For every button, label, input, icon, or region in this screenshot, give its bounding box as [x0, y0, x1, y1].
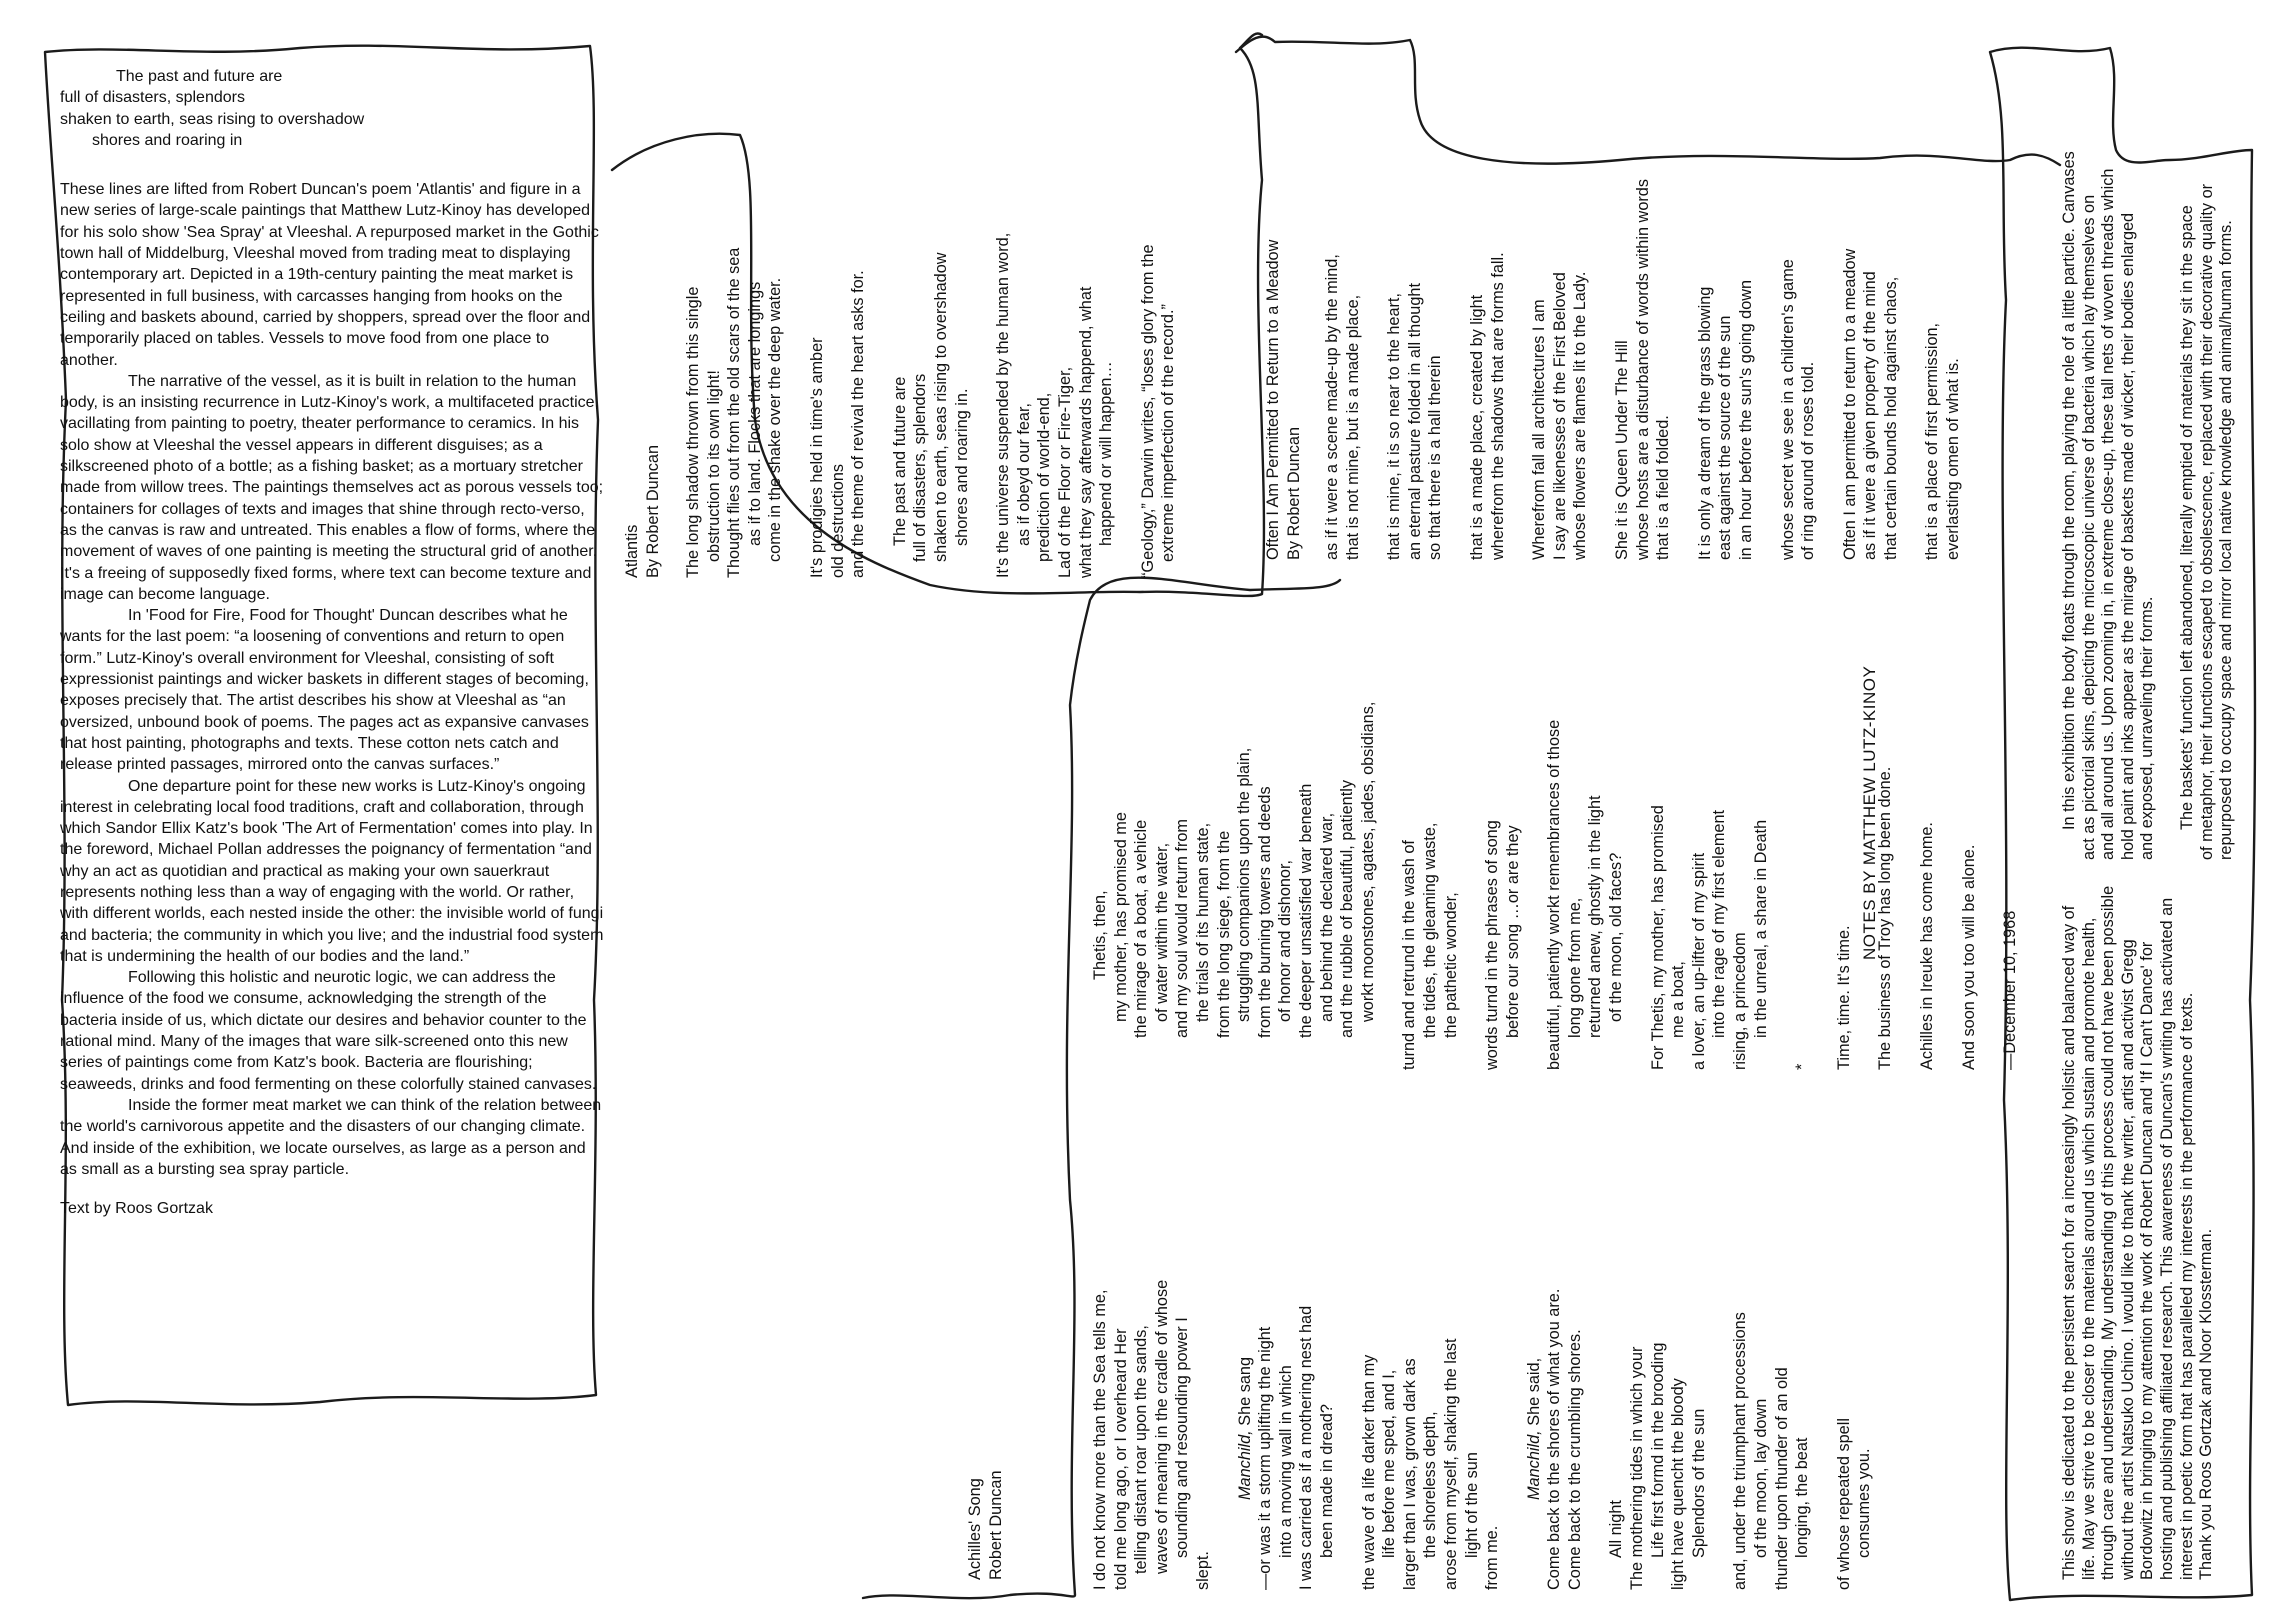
poem-title: Achilles' Song: [966, 1478, 984, 1580]
poem-line: that is mine, it is so near to the heart,: [1385, 293, 1404, 560]
poem-line: returned anew, ghostly in the light: [1586, 795, 1605, 1038]
poem-line: the shoreless depth,: [1421, 1411, 1440, 1558]
stanza: [1399, 702, 1461, 1070]
poem-line: Manchild, She sang: [1235, 1356, 1254, 1500]
poem-line: that is a field folded.: [1654, 415, 1673, 560]
achilles-part-b: [1090, 702, 2042, 1070]
poem-line: wherefrom the shadows that are forms fall.: [1488, 252, 1507, 560]
poem-line: my mother, has promised me: [1111, 812, 1130, 1022]
poem-line: arose from myself, shaking the last: [1441, 1338, 1460, 1590]
stanza: [1612, 179, 1674, 560]
poem-line: in an hour before the sun's going down: [1736, 279, 1755, 560]
poem-line: the wave of a life darker than my: [1359, 1354, 1378, 1590]
poem-line: Life first formd in the brooding: [1648, 1342, 1667, 1558]
poem-line: waves of meaning in the cradle of whose: [1152, 1279, 1171, 1574]
poem-line: of water within the water,: [1152, 842, 1171, 1022]
poem-line: the mirage of a boat, a vehicle: [1132, 819, 1151, 1038]
poem-line: the deeper unsatisfied war beneath: [1296, 783, 1315, 1038]
poem-line: Splendors of the sun: [1689, 1408, 1708, 1558]
poem-line: life before me sped, and I,: [1380, 1369, 1399, 1558]
poem-line: into a moving wall in which: [1276, 1365, 1295, 1558]
poem-line: of honor and dishonor,: [1276, 859, 1295, 1022]
poem-line: Thetis, then,: [1091, 890, 1109, 980]
poem-line: “Geology,” Darwin writes, “loses glory from the: [1138, 244, 1157, 578]
stanza: [2000, 702, 2021, 1070]
poem-line: Time, time. It's time.: [1834, 925, 1853, 1070]
poem-line: and the rubble of beautiful, patiently: [1338, 780, 1357, 1038]
meadow-heading: [1263, 240, 1304, 560]
poem-line: come in the shake over the deep water.: [766, 277, 785, 562]
poem-line: prediction of world-end,: [1035, 392, 1054, 562]
poem-line: consumes you.: [1855, 1448, 1874, 1558]
poem-line: of whose repeated spell: [1834, 1418, 1853, 1590]
poem-line: whose hosts are a disturbance of words within words: [1633, 179, 1652, 560]
poem-line: Often I am permitted to return to a meadow: [1840, 248, 1859, 560]
notes-line: hosting and publishing affiliated research. This awareness of Duncan's writing has activated an: [2157, 897, 2176, 1580]
notes-column-b: [2060, 151, 2237, 860]
poem-line: full of disasters, splendors: [911, 373, 930, 562]
poem-line: It's the universe suspended by the human word,: [994, 232, 1013, 578]
poem-line: so that there is a hall therein: [1426, 355, 1445, 560]
poem-line: whose flowers are flames lit to the Lady.: [1571, 271, 1590, 560]
stanza: [993, 233, 1117, 578]
stanza: [1322, 179, 1363, 560]
poem-line: Lad of the Floor or Fire-Tiger,: [1055, 366, 1074, 578]
poem-line: as if obeyd our fear,: [1014, 402, 1033, 546]
poem-line: I do not know more than the Sea tells me,: [1091, 1289, 1109, 1590]
poem-line: and behind the declared war,: [1317, 812, 1336, 1022]
poem-line: into the rage of my first element: [1710, 809, 1729, 1038]
atlantis-heading: [622, 445, 663, 578]
poem-line: Come back to the shores of what you are.: [1545, 1288, 1564, 1590]
stanza: [1359, 1090, 1503, 1590]
poem-line: extreme imperfection of the record.”: [1159, 304, 1178, 562]
poem-line: the pathetic wonder,: [1441, 892, 1460, 1038]
poem-line: The mothering tides in which your: [1628, 1346, 1647, 1590]
poem-line: that is a place of first permission,: [1923, 322, 1942, 560]
poem-line: told me long ago, or I overheard Her: [1111, 1328, 1130, 1590]
poem-line: words turnd in the phrases of song: [1483, 820, 1502, 1070]
poem-line: me a boat,: [1669, 961, 1688, 1038]
poem-line: I say are likenesses of the First Beloved: [1550, 272, 1569, 560]
poem-line: workt moonstones, agates, jades, obsidians,: [1358, 701, 1377, 1022]
poem-line: old destructions: [828, 463, 847, 578]
poem-line: before our song …or are they: [1503, 825, 1522, 1038]
stanza: [1695, 179, 1757, 560]
stanza: [1235, 1090, 1338, 1590]
poem-line: as if it were a given property of the mind: [1861, 271, 1880, 560]
stanza: [1090, 1090, 1214, 1590]
notes-heading: NOTES BY MATTHEW LUTZ-KINOY: [1860, 665, 1879, 960]
poem-line: what they say afterwards happend, what: [1076, 286, 1095, 578]
poem-line: For Thetis, my mother, has promised: [1648, 805, 1667, 1070]
poem-line: the trials of its human state,: [1193, 822, 1212, 1022]
poem-line: —or was it a storm uplifting the night: [1256, 1326, 1275, 1590]
poem-line: *: [1793, 1063, 1812, 1070]
poem-line: a lover, an up-lifter of my spirit: [1689, 852, 1708, 1070]
notes-line: without the artist Natsuko Uchino. I would like to thank the writer, artist and activist Gregg: [2118, 939, 2137, 1580]
poem-line: from me.: [1483, 1525, 1502, 1590]
poem-line: happend or will happen…: [1097, 361, 1116, 546]
stanza: [1730, 1090, 1812, 1590]
poem-line: And soon you too will be alone.: [1959, 844, 1978, 1070]
intro-paragraph: One departure point for these new works is Lutz-Kinoy's ongoing interest in celebrating local food traditions, craft and collaboration, through which Sandor Ellix Katz's book 'The Art of Fermentation' comes into play. In the foreword, Michael Pollan addresses the poignancy of fermentation “and why an act as quotidian and practical as making your own sauerkraut represents nothing less than a way of engaging with the world. Or rather, with different worlds, each nested inside the other: the invisible world of fungi and bacteria; the community in which you live; and the industrial food system that is undermining the health of our bodies and the land.”: [60, 777, 604, 965]
poem-line: light have quencht the bloody: [1669, 1378, 1688, 1590]
intro-paragraph: These lines are lifted from Robert Duncan's poem 'Atlantis' and figure in a new series of large-scale paintings that Matthew Lutz-Kinoy has developed for his solo show 'Sea Spray' at Vleeshal. A repurposed market in the Gothic town hall of Middelburg, Vleeshal moved from trading meat to displaying contemporary art. Depicted in a 19th-century painting the meat market is represented in full business, with carcasses hanging from hooks on the ceiling and baskets abound, carried by shoppers, spread over the floor and temporarily placed on tables. Vessels to move food from one place to another.: [60, 181, 599, 369]
achilles-part-a: [1090, 1090, 2042, 1590]
poem-line: as if to land. Flocks that are longings: [745, 281, 764, 546]
poem-line: an eternal pasture folded in all thought: [1405, 283, 1424, 560]
stanza: [1922, 179, 1963, 560]
poem-line: that certain bounds hold against chaos,: [1881, 276, 1900, 560]
stanza: [1840, 179, 1902, 560]
intro-paragraph: In 'Food for Fire, Food for Thought' Duncan describes what he wants for the last poem: “a loosening of conventions and return to open form.” Lutz-Kinoy's overall environment for Vleeshal, consisting of soft expressionist paintings and wicker baskets in different stages of becoming, exposes precisely that. The artist describes his show at Vleeshal as “an oversized, unbound book of poems. The pages act as expansive canvases that host painting, photographs and texts. These cotton nets catch and release printed passages, mirrored onto the canvas surfaces.”: [60, 607, 589, 774]
epigraph-line: shaken to earth, seas rising to overshadow: [60, 110, 365, 128]
stanza: [1384, 179, 1446, 560]
poem-line: of the moon, lay down: [1752, 1398, 1771, 1558]
poem-line: everlasting omen of what is.: [1944, 358, 1963, 560]
notes-line: and exposed, unraveling their forms.: [2138, 596, 2157, 860]
poem-line: —December 10, 1968: [2001, 910, 2020, 1070]
stanza: [1529, 179, 1591, 560]
poem-title: Often I Am Permitted to Return to a Meadow: [1264, 239, 1282, 560]
poem-line: and the theme of revival the heart asks for.: [849, 270, 868, 578]
intro-paragraph: Following this holistic and neurotic logic, we can address the influence of the food we consume, acknowledging the strength of the bacteria inside of us, which dictate our desires and behavior counter to the rational mind. Many of the images that ware silk-screened onto this new series of paintings come from Katz's book. Bacteria are flourishing; seaweeds, drinks and food fermenting on these colorfully stained canvases.: [60, 969, 597, 1093]
stanza: [1606, 1090, 1709, 1590]
poem-line: that is not mine, but is a made place,: [1343, 294, 1362, 560]
poem-line: Wherefrom fall all architectures I am: [1530, 299, 1549, 560]
poem-line: of ring around of roses told.: [1799, 361, 1818, 560]
notes-line: act as pictorial skins, depicting the microscopic universe of bacteria which lay themselves on: [2079, 194, 2098, 860]
poem-author: Robert Duncan: [986, 1470, 1005, 1580]
stanza: [1467, 179, 1508, 560]
poem-line: Come back to the crumbling shores.: [1565, 1329, 1584, 1590]
notes-line: Bordowitz in bringing to my attention the work of Robert Duncan and 'If I Can't Dance' for: [2138, 941, 2157, 1580]
poem-line: slept.: [1193, 1551, 1212, 1590]
poem-line: Manchild, She said,: [1524, 1357, 1543, 1500]
stanza: [1648, 702, 1772, 1070]
notes-line: through care and understanding. My understanding of this process could not have been possible: [2099, 885, 2118, 1580]
poem-line: been made in dread?: [1317, 1404, 1336, 1558]
poem-line: It is only a dream of the grass blowing: [1695, 286, 1714, 560]
poem-line: longing, the beat: [1793, 1437, 1812, 1558]
intro-epigraph: [60, 66, 605, 151]
poem-line: of the moon, old faces?: [1607, 852, 1626, 1022]
notes-line: and all around us. Upon zooming in, in extreme close-up, these tall nets of woven threads which: [2099, 168, 2118, 860]
epigraph-line: shores and roaring in: [92, 131, 243, 149]
poem-line: larger than I was, grown dark as: [1400, 1358, 1419, 1590]
stanza: [1959, 702, 1980, 1070]
notes-column-a: [2060, 860, 2237, 1580]
stanza: [807, 233, 869, 578]
atlantis-poem: [683, 233, 1200, 578]
poem-author: By Robert Duncan: [643, 444, 662, 578]
stanza: [1834, 702, 1855, 1070]
notes-body: [2060, 151, 2237, 1580]
notes-line: hold paint and inks appear as the mirage of baskets made of wicker, their bodies enlarged: [2118, 212, 2137, 860]
meadow-poem: [1322, 179, 1985, 560]
poem-line: telling distant roar upon the sands,: [1132, 1325, 1151, 1574]
poem-line: rising, a princedom: [1731, 932, 1750, 1070]
stanza: [1834, 1090, 1875, 1590]
poem-line: the tides, the gleaming waste,: [1420, 822, 1439, 1038]
poem-line: All night: [1607, 1500, 1626, 1558]
stanza: [1482, 702, 1523, 1070]
poem-line: Thought flies out from the old scars of the sea: [725, 247, 744, 578]
notes-line: Thank you Roos Gortzak and Noor Klossterman.: [2197, 1228, 2216, 1580]
stanza: [890, 233, 972, 578]
intro-paragraph: The narrative of the vessel, as it is built in relation to the human body, is an insisting recurrence in Lutz-Kinoy's work, a multifaceted practice, vacillating from painting to poetry, theater performance to ceramics. In his solo show at Vleeshal the vessel appears in different disguises; as a silkscreened photo of a bottle; as a fishing basket; as a mortuary stretcher made from willow trees. The paintings themselves act as porous vessels too; containers for collages of texts and images that shine through recto-verso, as the canvas is raw and untreated. This enables a flow of forms, where the movement of waves of one painting is meeting the structural grid of another. It's a freeing of supposedly fixed forms, where text can become texture and image can become language.: [60, 372, 604, 603]
poem-line: from the long siege, from the: [1214, 830, 1233, 1038]
notes-line: life. May we strive to be closer to the materials around us which sustain and promote health,: [2079, 917, 2098, 1580]
epigraph-line: full of disasters, splendors: [60, 89, 245, 107]
stanza: [1138, 233, 1179, 578]
stanza: [1524, 1090, 1586, 1590]
poem-line: beautiful, patiently workt remembrances of those: [1545, 719, 1564, 1070]
stanza: [1917, 702, 1938, 1070]
stanza: [1778, 179, 1819, 560]
poem-line: struggling companions upon the plain,: [1235, 747, 1254, 1022]
achilles-heading: [965, 1470, 1006, 1580]
poem-line: turnd and retrund in the wash of: [1400, 840, 1419, 1070]
poem-line: that is a made place, created by light: [1467, 294, 1486, 560]
poem-line: It's prodigies held in time's amber: [807, 337, 826, 578]
poem-line: The past and future are: [890, 376, 909, 546]
poem-line: thunder upon thunder of an old: [1772, 1367, 1791, 1590]
notes-line: interest in poetic form that has paralleled my interests in the performance of texts.: [2177, 992, 2196, 1580]
poem-line: The business of Troy has long been done.: [1876, 766, 1895, 1070]
epigraph-line: The past and future are: [116, 68, 283, 85]
poem-line: Achilles in Ireuke has come home.: [1918, 822, 1936, 1070]
poem-line: and my soul would return from: [1173, 819, 1192, 1038]
meadow-frame: [1236, 37, 2060, 165]
poem-line: and, under the triumphant processions: [1731, 1312, 1750, 1590]
intro-essay: [60, 66, 605, 1219]
poem-line: shaken to earth, seas rising to overshadow: [931, 252, 950, 562]
stanza: [1792, 702, 1813, 1070]
stanza: [1090, 702, 1378, 1070]
stanza: [1544, 702, 1626, 1070]
poem-line: I was carried as if a mothering nest had: [1297, 1305, 1316, 1590]
poem-line: obstruction to its own light!: [704, 370, 723, 562]
notes-line: This show is dedicated to the persistent search for a increasingly holistic and balanced way of: [2060, 905, 2078, 1580]
poem-line: The long shadow thrown from this single: [684, 286, 702, 578]
notes-line: In this exhibition the body floats through the room, playing the role of a little particle. Canvases: [2060, 151, 2078, 830]
poem-line: sounding and resounding power I: [1173, 1317, 1192, 1558]
intro-paragraph: Inside the former meat market we can think of the relation between the world's carnivorous appetite and the disasters of our changing climate. And inside of the exhibition, we locate ourselves, as large as a person and as small as a bursting sea spray particle.: [60, 1096, 602, 1178]
poem-line: She it is Queen Under The Hill: [1612, 340, 1631, 560]
poem-line: in the unreal, a share in Death: [1751, 819, 1770, 1038]
notes-line: repurposed to occupy space and mirror local native knowledge and animal/human forms.: [2217, 220, 2236, 860]
stanza: [683, 233, 786, 578]
poem-line: long gone from me,: [1565, 897, 1584, 1038]
notes-line: of metaphor, their functions escaped to obsolescence, replaced with their decorative quality or: [2197, 183, 2216, 860]
poem-line: as if it were a scene made-up by the mind,: [1323, 254, 1341, 560]
achilles-poem: [1090, 702, 2042, 1590]
poem-line: whose secret we see in a children's game: [1778, 259, 1797, 560]
poem-line: light of the sun: [1462, 1452, 1481, 1558]
poem-author: By Robert Duncan: [1284, 426, 1303, 560]
poem-line: from the burning towers and deeds: [1255, 786, 1274, 1038]
poem-line: east against the source of the sun: [1716, 315, 1735, 560]
intro-credit: Text by Roos Gortzak: [60, 1200, 213, 1218]
poem-line: shores and roaring in.: [952, 388, 971, 546]
poem-title: Atlantis: [623, 524, 641, 578]
notes-line: The baskets' function left abandoned, literally emptied of materials they sit in the space: [2177, 205, 2196, 830]
